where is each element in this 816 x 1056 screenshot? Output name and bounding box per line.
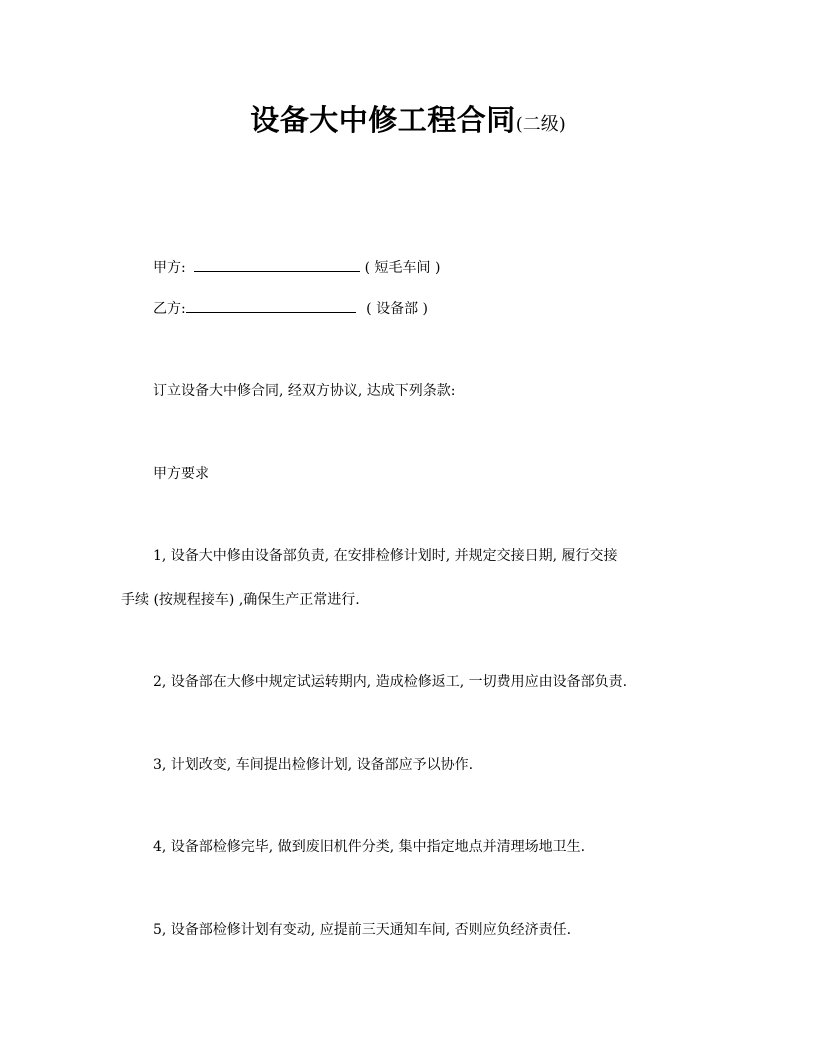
party-b-note: ( 设备部 ) — [366, 301, 428, 317]
clause-5: 5, 设备部检修计划有变动, 应提前三天通知车间, 否则应负经济责任. — [153, 922, 572, 938]
clause-1-line-2: 手续 (按规程接车) ,确保生产正常进行. — [121, 592, 360, 608]
party-b-line — [153, 298, 428, 319]
party-a-blank — [194, 257, 360, 272]
intro-paragraph: 订立设备大中修合同, 经双方协议, 达成下列条款: — [153, 383, 456, 399]
clause-4: 4, 设备部检修完毕, 做到废旧机件分类, 集中指定地点并清理场地卫生. — [153, 839, 586, 855]
party-a-label: 甲方: — [153, 260, 186, 276]
clause-2: 2, 设备部在大修中规定试运转期内, 造成检修返工, 一切费用应由设备部负责. — [153, 674, 628, 690]
clause-3: 3, 计划改变, 车间提出检修计划, 设备部应予以协作. — [153, 757, 474, 773]
section-heading: 甲方要求 — [153, 466, 209, 482]
title-suffix: (二级) — [515, 114, 566, 135]
title-main: 设备大中修工程合同 — [250, 103, 516, 137]
party-b-blank — [186, 298, 356, 313]
party-b-label: 乙方: — [153, 301, 186, 317]
clause-1-line-1: 1, 设备大中修由设备部负责, 在安排检修计划时, 并规定交接日期, 履行交接 — [153, 548, 618, 564]
party-a-line — [153, 257, 440, 278]
document-title — [0, 98, 816, 139]
party-a-note: ( 短毛车间 ) — [364, 260, 441, 276]
